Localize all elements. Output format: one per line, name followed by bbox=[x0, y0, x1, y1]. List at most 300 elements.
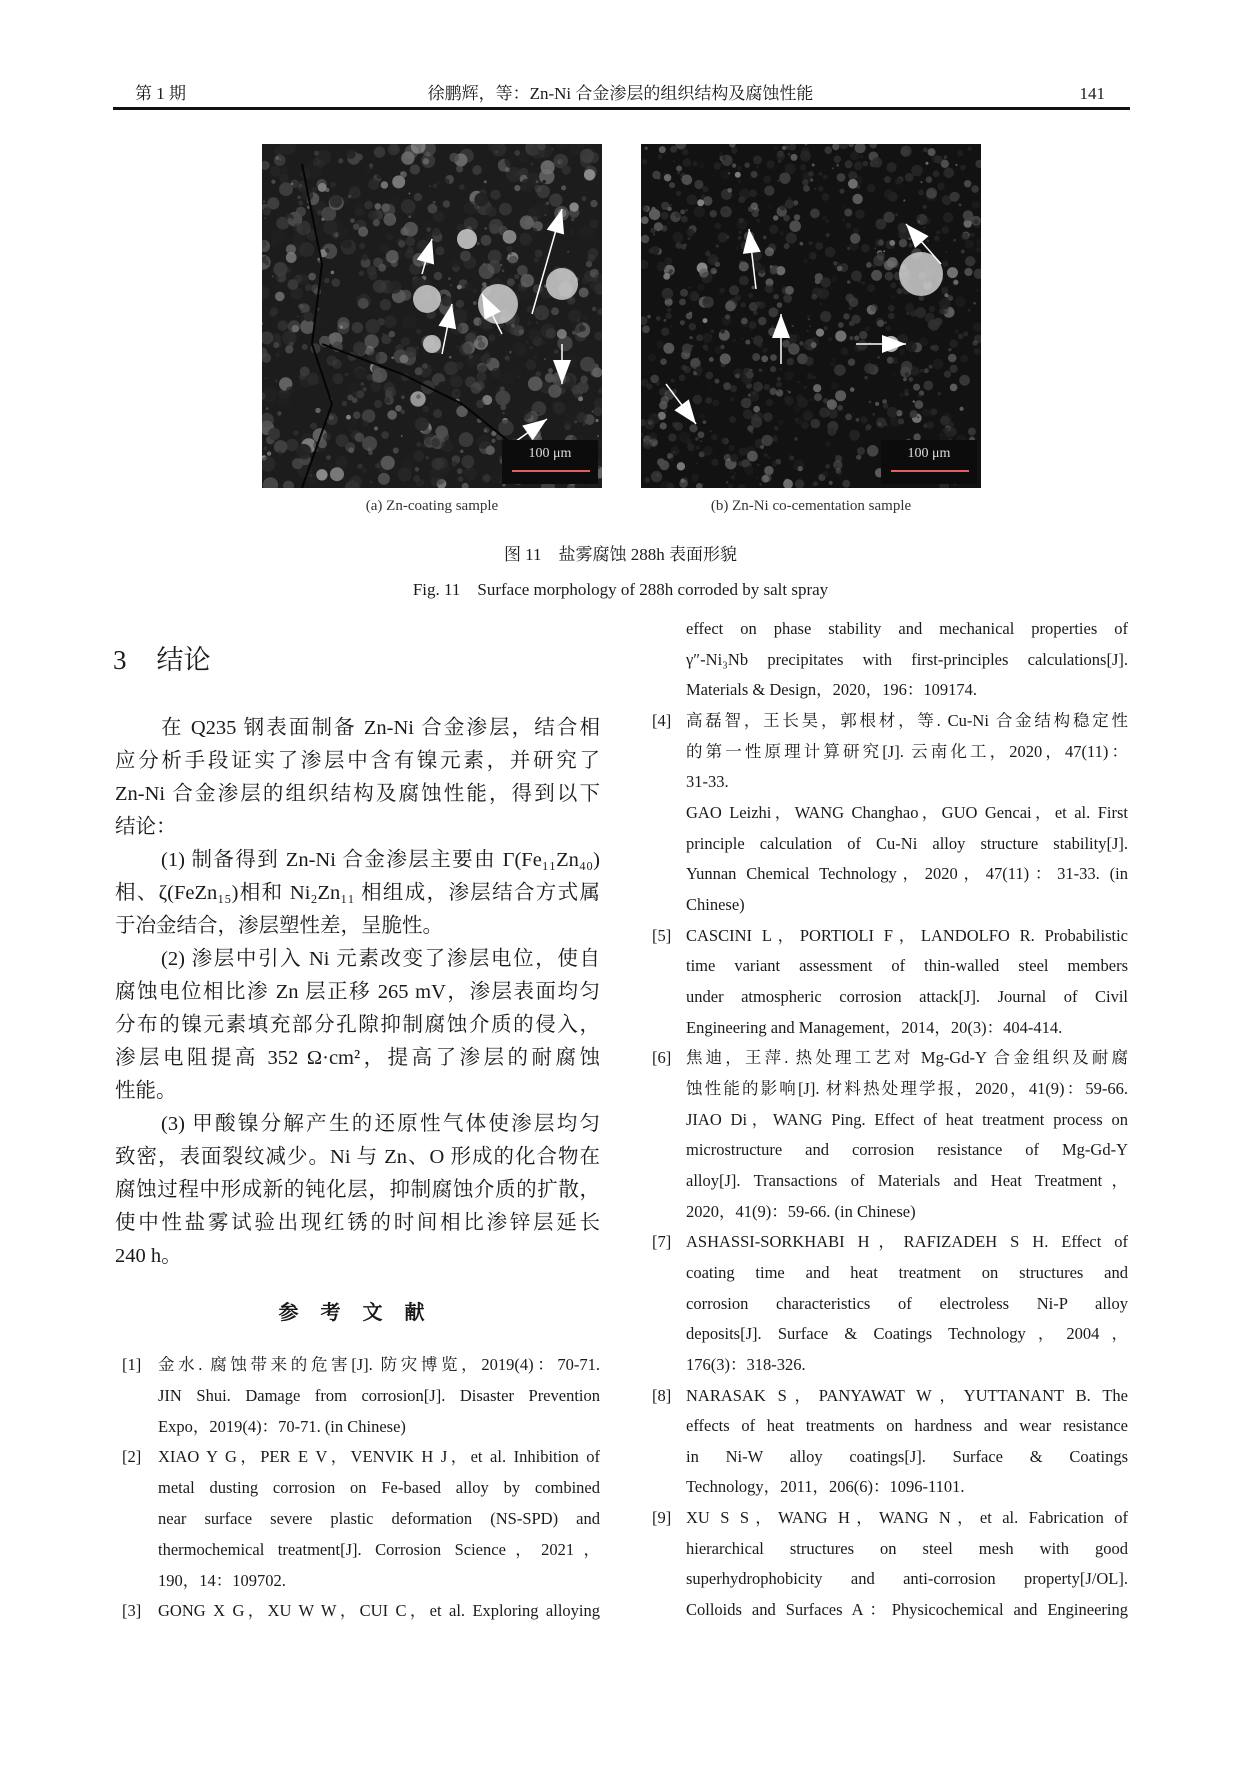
references-heading: 参考文献 bbox=[278, 1302, 447, 1324]
sem-grain bbox=[672, 422, 678, 428]
sem-grain bbox=[381, 334, 391, 344]
sem-grain bbox=[812, 376, 816, 380]
sem-grain bbox=[459, 343, 472, 356]
sem-grain bbox=[942, 308, 948, 314]
sem-grain bbox=[904, 389, 909, 394]
sem-grain bbox=[812, 164, 815, 167]
sem-grain bbox=[758, 265, 766, 273]
sem-grain bbox=[814, 393, 822, 401]
sem-grain bbox=[265, 378, 267, 380]
sem-grain bbox=[922, 197, 924, 199]
text-line: GAO Leizhi，WANG Changhao，GUO Gencai，et al. First bbox=[686, 802, 1128, 822]
sem-grain bbox=[491, 368, 501, 378]
sem-grain bbox=[730, 470, 734, 474]
text-line: 240 h。 bbox=[115, 1245, 182, 1267]
text-line: 腐蚀电位相比渗 Zn 层正移 265 mV，渗层表面均匀 bbox=[115, 981, 600, 1003]
sem-grain bbox=[518, 262, 522, 266]
sem-grain bbox=[478, 341, 485, 348]
sem-grain bbox=[731, 147, 737, 153]
sem-grain bbox=[325, 248, 329, 252]
sem-grain bbox=[317, 210, 322, 215]
sem-grain bbox=[739, 447, 748, 456]
sem-grain bbox=[345, 373, 349, 377]
sem-grain bbox=[651, 471, 662, 482]
sem-grain bbox=[697, 199, 704, 206]
sem-grain bbox=[819, 246, 821, 248]
sem-grain bbox=[887, 257, 898, 268]
sem-grain bbox=[698, 431, 705, 438]
sem-grain bbox=[884, 176, 891, 183]
sem-grain bbox=[776, 389, 783, 396]
sem-grain bbox=[659, 154, 663, 158]
sem-grain bbox=[742, 466, 744, 468]
sem-grain bbox=[516, 287, 531, 302]
sem-grain bbox=[953, 192, 960, 199]
sem-grain bbox=[288, 320, 300, 332]
sem-grain bbox=[465, 333, 476, 344]
sem-grain bbox=[330, 195, 343, 208]
sem-grain bbox=[753, 311, 758, 316]
sem-grain bbox=[460, 450, 463, 453]
sem-grain bbox=[833, 261, 837, 265]
sem-grain bbox=[808, 171, 813, 176]
sem-grain bbox=[756, 218, 761, 223]
sem-grain bbox=[884, 189, 894, 199]
sem-grain bbox=[688, 287, 690, 289]
sem-grain bbox=[830, 428, 834, 432]
sem-grain bbox=[827, 399, 837, 409]
sem-grain bbox=[271, 229, 285, 243]
sem-grain bbox=[960, 165, 966, 171]
sem-grain bbox=[703, 318, 708, 323]
sem-grain bbox=[910, 410, 918, 418]
sem-grain bbox=[834, 465, 838, 469]
bright-particle bbox=[546, 268, 578, 300]
reference-number: [1] bbox=[122, 1355, 142, 1374]
sem-grain bbox=[835, 331, 846, 342]
sem-grain bbox=[433, 201, 436, 204]
sem-grain bbox=[431, 438, 440, 447]
reference-number: [7] bbox=[652, 1232, 672, 1252]
scale-bar-box bbox=[881, 440, 977, 484]
sem-grain bbox=[514, 185, 520, 191]
sem-grain bbox=[532, 216, 538, 222]
sem-grain bbox=[305, 284, 312, 291]
sem-grain bbox=[792, 325, 794, 327]
sem-grain bbox=[849, 307, 853, 311]
text-line: 于冶金结合，渗层塑性差，呈脆性。 bbox=[115, 915, 443, 937]
sem-grain bbox=[800, 151, 811, 162]
sem-grain bbox=[415, 467, 419, 471]
sem-grain bbox=[777, 302, 783, 308]
sem-grain bbox=[330, 467, 344, 481]
sem-grain bbox=[413, 450, 424, 461]
sem-grain bbox=[829, 481, 833, 485]
sem-grain bbox=[277, 451, 282, 456]
sem-grain bbox=[710, 210, 717, 217]
sem-grain bbox=[421, 154, 435, 168]
sem-grain bbox=[483, 474, 491, 482]
text-line: 使中性盐雾试验出现红锈的时间相比渗锌层延长 bbox=[115, 1212, 600, 1234]
sem-grain bbox=[824, 146, 832, 154]
text-line: time variant assessment of thin-walled steel members bbox=[686, 956, 1128, 976]
sem-grain bbox=[911, 165, 923, 177]
sem-grain bbox=[681, 216, 688, 223]
sem-grain bbox=[656, 381, 660, 385]
sem-grain bbox=[753, 406, 760, 413]
sem-grain bbox=[665, 313, 672, 320]
sem-grain bbox=[528, 329, 540, 341]
sem-grain bbox=[927, 240, 930, 243]
sem-grain bbox=[491, 327, 493, 329]
sem-grain bbox=[649, 248, 655, 254]
sem-grain bbox=[476, 424, 479, 427]
sem-grain bbox=[449, 356, 452, 359]
sem-grain bbox=[387, 410, 397, 420]
sem-grain bbox=[416, 346, 420, 350]
sem-grain bbox=[854, 335, 859, 340]
text-line: 分布的镍元素填充部分孔隙抑制腐蚀介质的侵入， bbox=[115, 1014, 600, 1036]
sem-grain bbox=[509, 351, 512, 354]
sem-grain bbox=[777, 390, 779, 392]
text-line: 31-33. bbox=[686, 772, 729, 792]
sem-grain bbox=[544, 358, 546, 360]
sem-grain bbox=[899, 349, 906, 356]
sem-grain bbox=[453, 198, 455, 200]
sem-grain bbox=[747, 425, 753, 431]
sem-grain bbox=[660, 422, 667, 429]
sem-grain bbox=[275, 292, 285, 302]
sem-grain bbox=[464, 282, 472, 290]
sem-grain bbox=[451, 348, 453, 350]
sem-grain bbox=[359, 243, 365, 249]
sem-grain bbox=[950, 384, 958, 392]
sem-grain bbox=[828, 337, 832, 341]
sem-grain bbox=[654, 222, 663, 231]
sem-grain bbox=[362, 420, 368, 426]
sem-grain bbox=[286, 252, 297, 263]
sem-grain bbox=[526, 360, 537, 371]
text-line: corrosion characteristics of electroless Ni-P alloy bbox=[686, 1293, 1128, 1313]
sem-grain bbox=[355, 192, 358, 195]
sem-grain bbox=[330, 182, 336, 188]
sem-grain bbox=[499, 334, 502, 337]
sem-grain bbox=[832, 358, 836, 362]
sem-grain bbox=[307, 373, 319, 385]
sem-grain bbox=[520, 215, 534, 229]
text-line: alloy[J]. Transactions of Materials and Heat Treatment， bbox=[686, 1170, 1128, 1190]
text-line: 在 Q235 钢表面制备 Zn-Ni 合金渗层，结合相 bbox=[161, 717, 600, 739]
sem-grain bbox=[416, 329, 422, 335]
sem-grain bbox=[431, 458, 443, 470]
sem-grain bbox=[680, 320, 685, 325]
sem-grain bbox=[702, 186, 708, 192]
sem-grain bbox=[945, 251, 947, 253]
sem-grain bbox=[388, 280, 401, 293]
sem-grain bbox=[834, 364, 846, 376]
sem-grain bbox=[826, 220, 830, 224]
sem-grain bbox=[875, 219, 886, 230]
scale-bar bbox=[891, 470, 969, 472]
sem-grain bbox=[778, 160, 782, 164]
sem-grain bbox=[536, 180, 539, 183]
sem-grain bbox=[950, 339, 958, 347]
sem-grain bbox=[671, 379, 675, 383]
sem-grain bbox=[793, 334, 801, 342]
sem-grain bbox=[288, 180, 291, 183]
sem-grain bbox=[918, 190, 924, 196]
sem-grain bbox=[883, 250, 885, 252]
sem-grain bbox=[477, 336, 482, 341]
sem-grain bbox=[664, 257, 672, 265]
sem-grain bbox=[541, 340, 546, 345]
sem-grain bbox=[685, 209, 688, 212]
sem-grain bbox=[725, 314, 730, 319]
sem-grain bbox=[576, 151, 578, 153]
sem-grain bbox=[960, 407, 964, 411]
sem-grain bbox=[776, 152, 785, 161]
sem-grain bbox=[768, 457, 771, 460]
sem-grain bbox=[297, 316, 299, 318]
sem-grain bbox=[679, 432, 691, 444]
sem-grain bbox=[860, 416, 867, 423]
sem-grain bbox=[270, 307, 278, 315]
sem-grain bbox=[770, 267, 778, 275]
sem-grain bbox=[865, 326, 870, 331]
sem-grain bbox=[342, 238, 352, 248]
sem-grain bbox=[670, 204, 672, 206]
sem-grain bbox=[546, 202, 549, 205]
sem-grain bbox=[374, 400, 382, 408]
sem-grain bbox=[357, 463, 363, 469]
sem-grain bbox=[348, 195, 352, 199]
sem-grain bbox=[863, 161, 869, 167]
text-line: coating time and heat treatment on structures and bbox=[686, 1262, 1128, 1282]
sem-grain bbox=[848, 359, 855, 366]
text-line: (1) 制备得到 Zn-Ni 合金渗层主要由 Γ(Fe₁₁Zn₄₀) bbox=[161, 849, 600, 871]
sem-grain bbox=[569, 202, 578, 211]
sem-grain bbox=[920, 369, 924, 373]
sem-grain bbox=[758, 317, 767, 326]
text-line: microstructure and corrosion resistance of Mg-Gd-Y bbox=[686, 1140, 1128, 1160]
sem-grain bbox=[670, 146, 677, 153]
sem-grain bbox=[679, 374, 686, 381]
sem-grain bbox=[694, 206, 705, 217]
sem-grain bbox=[959, 375, 970, 386]
sem-grain bbox=[774, 426, 779, 431]
sem-grain bbox=[457, 223, 464, 230]
sem-grain bbox=[308, 273, 316, 281]
sem-grain bbox=[510, 253, 512, 255]
sem-grain bbox=[726, 481, 729, 484]
sem-grain bbox=[380, 299, 391, 310]
sem-grain bbox=[721, 437, 728, 444]
sem-grain bbox=[955, 329, 960, 334]
sem-grain bbox=[875, 248, 877, 250]
sem-grain bbox=[490, 190, 500, 200]
sem-grain bbox=[681, 244, 686, 249]
sem-grain bbox=[785, 146, 789, 150]
sem-grain bbox=[932, 345, 939, 352]
sem-grain bbox=[381, 244, 390, 253]
sem-grain bbox=[670, 458, 674, 462]
sem-grain bbox=[903, 378, 907, 382]
sem-grain bbox=[362, 436, 377, 451]
sem-grain bbox=[324, 278, 330, 284]
sem-grain bbox=[432, 228, 440, 236]
sem-grain bbox=[735, 246, 739, 250]
sem-grain bbox=[934, 236, 939, 241]
sem-grain bbox=[469, 354, 473, 358]
sem-grain bbox=[535, 249, 543, 257]
sem-grain bbox=[715, 223, 721, 229]
text-line: 结论： bbox=[115, 816, 177, 838]
sem-grain bbox=[871, 270, 882, 281]
sem-grain bbox=[785, 286, 794, 295]
sem-grain bbox=[823, 174, 828, 179]
sem-grain bbox=[729, 416, 736, 423]
sem-grain bbox=[537, 185, 550, 198]
sem-grain bbox=[917, 416, 919, 418]
sem-grain bbox=[287, 218, 292, 223]
sem-grain bbox=[428, 204, 438, 214]
sem-grain bbox=[719, 152, 722, 155]
figure-caption-en: Fig. 11 Surface morphology of 288h corroded by salt spray bbox=[412, 580, 829, 599]
sem-grain bbox=[722, 156, 726, 160]
sem-grain bbox=[749, 321, 757, 329]
sem-grain bbox=[915, 307, 926, 318]
sem-grain bbox=[948, 348, 951, 351]
sem-grain bbox=[429, 185, 432, 188]
sem-grain bbox=[842, 206, 846, 210]
sem-grain bbox=[689, 424, 697, 432]
sem-grain bbox=[573, 388, 583, 398]
sem-grain bbox=[352, 322, 363, 333]
sem-grain bbox=[913, 400, 915, 402]
sem-grain bbox=[905, 372, 910, 377]
sem-grain bbox=[570, 231, 573, 234]
sem-grain bbox=[711, 261, 713, 263]
sem-grain bbox=[311, 187, 317, 193]
sem-grain bbox=[867, 284, 875, 292]
sem-grain bbox=[342, 401, 347, 406]
sem-grain bbox=[876, 417, 886, 427]
sem-grain bbox=[935, 156, 943, 164]
sem-grain bbox=[389, 195, 399, 205]
sem-grain bbox=[787, 390, 789, 392]
sem-grain bbox=[840, 189, 845, 194]
sem-grain bbox=[370, 381, 381, 392]
sem-grain bbox=[450, 375, 463, 388]
sem-grain bbox=[649, 432, 657, 440]
journal-issue: 第 1 期 bbox=[135, 84, 186, 103]
sem-grain bbox=[727, 169, 729, 171]
sem-grain bbox=[500, 387, 505, 392]
sem-grain bbox=[383, 204, 396, 217]
sem-grain bbox=[909, 377, 914, 382]
sem-grain bbox=[355, 208, 364, 217]
sem-grain bbox=[748, 206, 754, 212]
sem-grain bbox=[481, 235, 492, 246]
sem-grain bbox=[354, 368, 367, 381]
sem-grain bbox=[549, 193, 562, 206]
sem-grain bbox=[592, 367, 602, 377]
sem-grain bbox=[366, 374, 373, 381]
sem-grain bbox=[756, 166, 758, 168]
sem-grain bbox=[845, 414, 852, 421]
sem-grain bbox=[852, 413, 854, 415]
text-line: 蚀性能的影响[J]. 材料热处理学报，2020，41(9)：59-66. bbox=[686, 1078, 1128, 1098]
sem-grain bbox=[765, 247, 774, 256]
sem-grain bbox=[548, 384, 561, 397]
sem-grain bbox=[473, 369, 475, 371]
sem-grain bbox=[764, 186, 774, 196]
reference-number: [2] bbox=[122, 1447, 142, 1467]
sem-grain bbox=[441, 440, 453, 452]
sem-grain bbox=[542, 180, 546, 184]
sem-grain bbox=[498, 420, 514, 436]
sem-grain bbox=[579, 325, 585, 331]
sem-grain bbox=[784, 396, 790, 402]
text-line: 金水. 腐蚀带来的危害[J]. 防灾博览，2019(4)：70-71. bbox=[158, 1355, 600, 1374]
sem-grain bbox=[385, 397, 391, 403]
sem-grain bbox=[916, 215, 920, 219]
sem-grain bbox=[869, 401, 872, 404]
sem-grain bbox=[400, 171, 407, 178]
sem-grain bbox=[908, 237, 911, 240]
sem-grain bbox=[875, 364, 878, 367]
sem-grain bbox=[673, 160, 675, 162]
sem-grain bbox=[373, 219, 380, 226]
sem-grain bbox=[657, 262, 666, 271]
sem-grain bbox=[798, 466, 803, 471]
sem-grain bbox=[689, 312, 692, 315]
sem-grain bbox=[798, 381, 800, 383]
sem-grain bbox=[780, 231, 785, 236]
sem-grain bbox=[663, 291, 672, 300]
sem-grain bbox=[505, 356, 510, 361]
sem-grain bbox=[263, 200, 266, 203]
sem-grain bbox=[267, 197, 279, 209]
sem-grain bbox=[358, 227, 368, 237]
sem-grain bbox=[803, 344, 808, 349]
sem-grain bbox=[764, 466, 773, 475]
sem-grain bbox=[772, 325, 775, 328]
sem-grain bbox=[651, 207, 655, 211]
sem-grain bbox=[929, 306, 935, 312]
sem-grain bbox=[867, 445, 879, 457]
sem-grain bbox=[368, 179, 379, 190]
sem-grain bbox=[715, 262, 720, 267]
sem-grain bbox=[726, 235, 730, 239]
sem-grain bbox=[671, 446, 680, 455]
sem-grain bbox=[386, 233, 393, 240]
sem-grain bbox=[579, 288, 589, 298]
sem-grain bbox=[459, 432, 474, 447]
sem-grain bbox=[410, 391, 425, 406]
sem-grain bbox=[286, 386, 295, 395]
sem-grain bbox=[332, 359, 342, 369]
sem-grain bbox=[441, 296, 452, 307]
sem-grain bbox=[933, 359, 944, 370]
sem-grain bbox=[582, 196, 587, 201]
reference-number: [3] bbox=[122, 1601, 142, 1621]
sem-grain bbox=[413, 475, 420, 482]
sem-grain bbox=[865, 426, 870, 431]
sem-grain bbox=[752, 286, 755, 289]
sem-grain bbox=[779, 368, 782, 371]
sem-grain bbox=[422, 443, 427, 448]
